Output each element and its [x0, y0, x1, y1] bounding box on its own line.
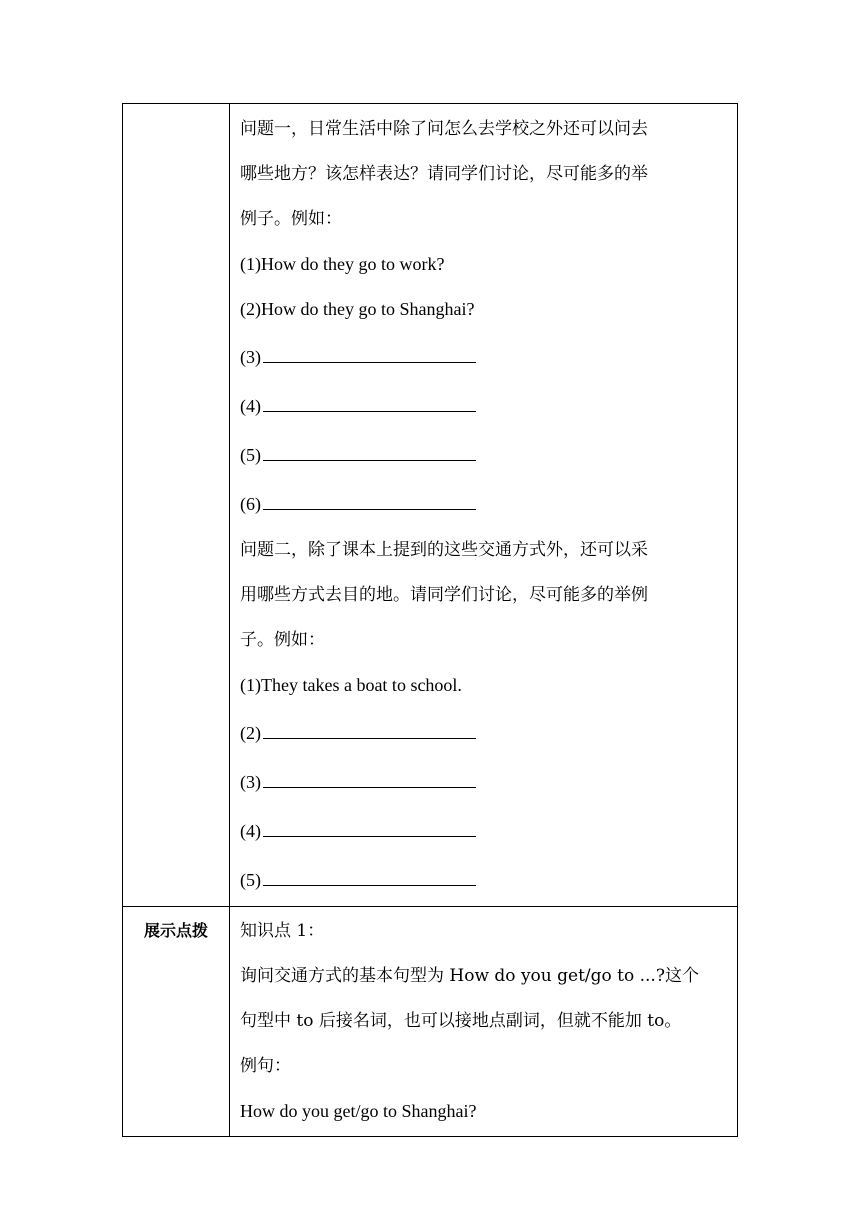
- q1-example-1: (1)How do they go to work?: [240, 254, 445, 274]
- q2-blank-number: (5): [240, 870, 261, 890]
- answer-blank[interactable]: [263, 708, 476, 739]
- q2-blank-row: [240, 757, 731, 806]
- answer-blank[interactable]: [263, 381, 476, 412]
- q2-line-1: 问题二，除了课本上提到的这些交通方式外，还可以采: [240, 540, 648, 560]
- q1-blank-row: [240, 332, 731, 381]
- q1-blank-number: (4): [240, 396, 261, 416]
- q1-blank-number: (3): [240, 347, 261, 367]
- knowledge-line-1: 询问交通方式的基本句型为 How do you get/go to ...?这个: [240, 966, 699, 986]
- q1-blank-row: [240, 381, 731, 430]
- q1-example-2: (2)How do they go to Shanghai?: [240, 299, 475, 319]
- q2-blank-row: [240, 806, 731, 855]
- q1-line-1: 问题一，日常生活中除了问怎么去学校之外还可以问去: [240, 119, 648, 139]
- answer-blank[interactable]: [263, 806, 476, 837]
- discussion-cell: [230, 104, 738, 907]
- q2-example-1: (1)They takes a boat to school.: [240, 675, 462, 695]
- table-row-presentation: [123, 907, 738, 1137]
- q1-line-2: 哪些地方？该怎样表达？请同学们讨论，尽可能多的举: [240, 164, 648, 184]
- answer-blank[interactable]: [263, 479, 476, 510]
- empty-label-cell: [123, 104, 230, 907]
- knowledge-point-title: 知识点 1：: [240, 921, 325, 941]
- q2-blank-number: (2): [240, 723, 261, 743]
- answer-blank[interactable]: [263, 430, 476, 461]
- answer-blank[interactable]: [263, 855, 476, 886]
- q2-line-2: 用哪些方式去目的地。请同学们讨论，尽可能多的举例: [240, 585, 648, 605]
- answer-blank[interactable]: [263, 757, 476, 788]
- answer-blank[interactable]: [263, 332, 476, 363]
- knowledge-line-3: 例句：: [240, 1056, 291, 1076]
- q1-blank-row: [240, 430, 731, 479]
- knowledge-cell: [230, 907, 738, 1137]
- knowledge-line-2: 句型中 to 后接名词，也可以接地点副词，但就不能加 to。: [240, 1011, 682, 1031]
- q2-blank-number: (3): [240, 772, 261, 792]
- section-label-cell: [123, 907, 230, 1137]
- table-row-discussion: [123, 104, 738, 907]
- section-label: 展示点拨: [143, 921, 208, 940]
- q1-blank-number: (5): [240, 445, 261, 465]
- worksheet-table: [122, 103, 738, 1137]
- q1-blank-row: [240, 479, 731, 528]
- q1-line-3: 例子。例如：: [240, 209, 342, 229]
- q1-blank-number: (6): [240, 494, 261, 514]
- q2-blank-row: [240, 855, 731, 904]
- knowledge-example: How do you get/go to Shanghai?: [240, 1101, 477, 1121]
- q2-blank-row: [240, 708, 731, 757]
- q2-line-3: 子。例如：: [240, 630, 325, 650]
- q2-blank-number: (4): [240, 821, 261, 841]
